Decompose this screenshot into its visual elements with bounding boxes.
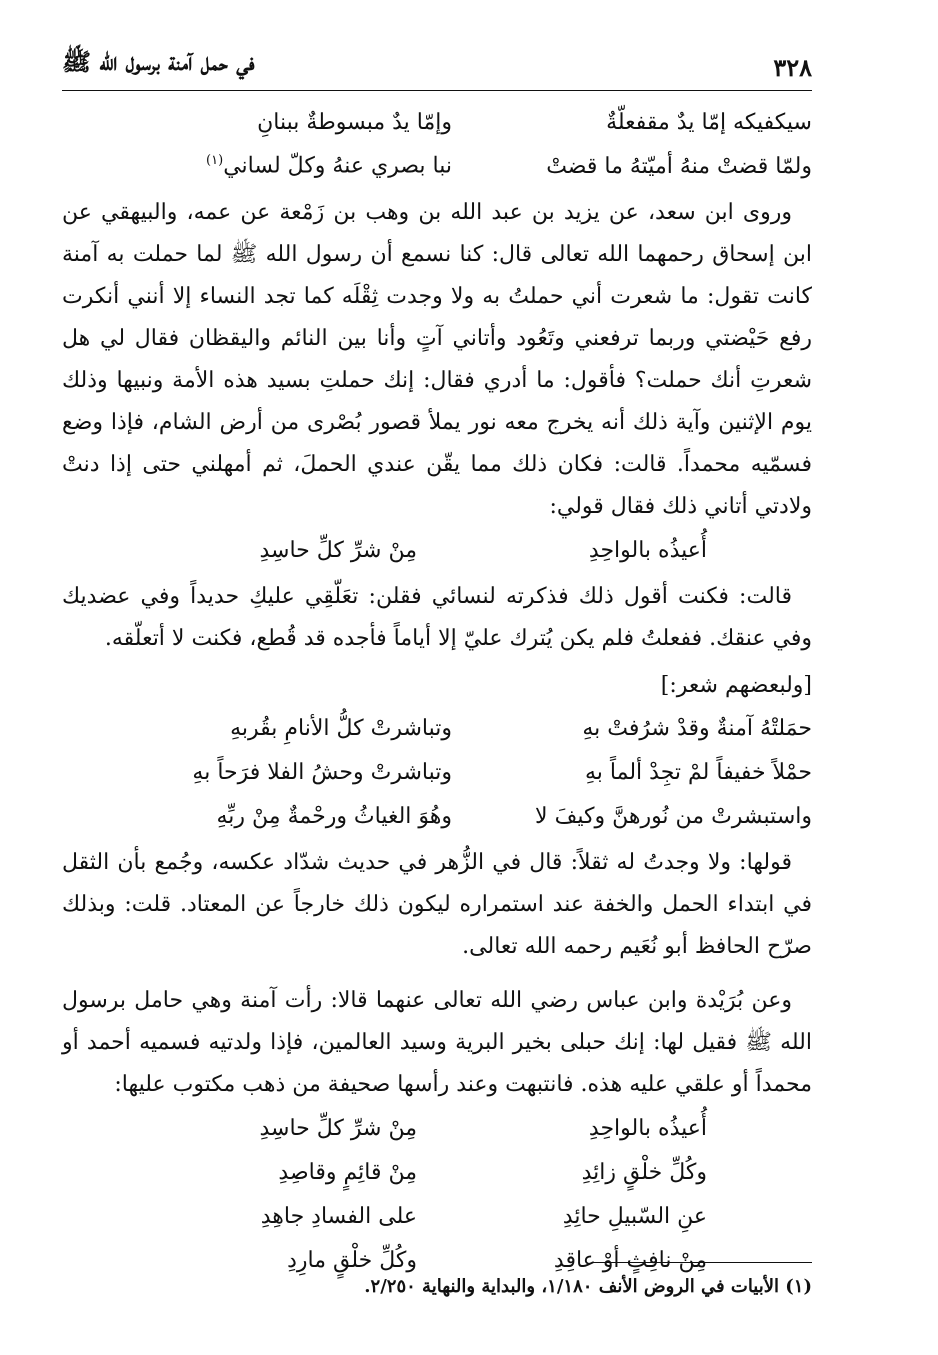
- footnote: (١) الأبيات في الروض الأنف ١/١٨٠، والبداية والنهاية ٢/٢٥٠.: [364, 1276, 812, 1297]
- verse-hemistich: أُعيذُه بالواحِدِ: [588, 537, 707, 563]
- verse-hemistich: أُعيذُه بالواحِدِ: [588, 1115, 707, 1141]
- verse-hemistich: عنِ السّبيلِ حائِدِ: [562, 1203, 707, 1229]
- verse-hemistich: مِنْ شرِّ كلِّ حاسِدِ: [259, 537, 417, 563]
- verse-hemistich: وتباشرتْ وحشُ الفلا فرَحاً بهِ: [192, 759, 452, 785]
- page-number: ٣٢٨: [773, 53, 812, 82]
- verse-hemistich: وكُلِّ خلْقٍ زائِدِ: [581, 1159, 707, 1185]
- paragraph: قولها: ولا وجدتُ له ثقلاً: قال في الزُّهر في حديث شدّاد عكسه، وجُمع بأن الثقل في ابتداء الحمل والخفة عند استمراره ليكون ذلك خارجاً عن المعتاد. قلت: وبذلك صرّح الحافظ أبو نُعَيم رحمه الله تعالى.: [62, 850, 812, 959]
- verse-line: [62, 750, 812, 794]
- verse-hemistich: وإمّا يدٌ مبسوطةٌ ببنانِ: [257, 109, 452, 135]
- verse-hemistich: على الفسادِ جاهِدِ: [260, 1203, 417, 1229]
- verse-hemistich: وكُلِّ خلْقٍ مارِدِ: [287, 1247, 417, 1273]
- verse-hemistich: ولمّا قضتْ منهُ أميّتهُ ما قضتْ: [546, 153, 812, 179]
- verse-hemistich: حمَلتْهُ آمنةٌ وقدْ شرُفتْ بهِ: [582, 715, 812, 741]
- verse-line: [62, 528, 812, 572]
- verse-hemistich: واستبشرتْ من نُورهنَّ وكيفَ لا: [535, 803, 812, 829]
- poem-label: [ولبعضهم شعر:]: [660, 673, 812, 698]
- verse-line: [62, 1106, 812, 1150]
- page-header: [62, 40, 812, 88]
- verse-hemistich: مِنْ شرِّ كلِّ حاسِدِ: [259, 1115, 417, 1141]
- paragraph: قالت: فكنت أقول ذلك فذكرته لنسائي فقلن: تعَلّقِي عليكِ حديداً وفي عضديك وفي عنقك. ففعلتُ فلم يكن يُترك عليّ إلا أياماً فأجده قد قُطع، فكنت لا أتعلّقه.: [62, 584, 812, 651]
- footnote-marker: (١): [206, 153, 224, 169]
- verse-hemistich: وهُوَ الغياثُ ورحْمةٌ مِنْ ربِّهِ: [216, 803, 452, 829]
- verse-line: [62, 144, 812, 188]
- footnote-divider: [592, 1262, 812, 1263]
- paragraph: وروى ابن سعد، عن يزيد بن عبد الله بن وهب بن زَمْعة عن عمه، والبيهقي عن ابن إسحاق رحمهما الله تعالى قال: كنا نسمع أن رسول الله ﷺ لما حملت به آمنة كانت تقول: ما شعرت أني حملتُ به ولا وجدت ثِقْلَه كما تجد النساء إلا أنني أنكرت رفع حَيْضتي وربما ترفعني وتَعُود وأتاني آتٍ وأنا بين النائم واليقظان فقال لي هل شعرتِ أنك حملت؟ فأقول: ما أدري فقال: إنك حملتِ بسيد هذه الأمة ونبيها وذلك يوم الإثنين وآية ذلك أنه يخرج معه نور يملأ قصور بُصْرى من أرض الشام، فإذا وضع فسمّيه محمداً. قالت: فكان ذلك مما يقّن عندي الحملَ، ثم أمهلني حتى إذا دنتْ ولادتي أتاني ذلك فقال قولي:: [62, 200, 812, 519]
- verse-hemistich: مِنْ نافِثٍ أوْ عاقِدِ: [553, 1247, 707, 1273]
- verse-text: نبا بصري عنهُ وكلّ لساني: [223, 153, 452, 179]
- verse-line: [62, 1194, 812, 1238]
- verse-line: [62, 706, 812, 750]
- verse-hemistich: سيكفيكه إمّا يدٌ مقفعلّةٌ: [606, 109, 812, 135]
- header-divider: [62, 90, 812, 91]
- verse-hemistich: [112, 153, 452, 178]
- verse-line: [62, 1150, 812, 1194]
- page-body: [62, 100, 812, 1282]
- verse-hemistich: مِنْ قائِمٍ وقاصِدِ: [278, 1159, 417, 1185]
- paragraph: وعن بُرَيْدة وابن عباس رضي الله تعالى عنهما قالا: رأت آمنة وهي حامل برسول الله ﷺ فقيل لها: إنك حبلى بخير البرية وسيد العالمين، فإذا ولدتيه فسميه أحمد أو محمداً أو علقي عليه هذه. فانتبهت وعند رأسها صحيفة من ذهب مكتوب عليها:: [62, 988, 812, 1097]
- verse-line: [62, 100, 812, 144]
- running-title: في حمل آمنة برسول الله ﷺ: [62, 47, 255, 76]
- verse-line: [62, 794, 812, 838]
- verse-hemistich: وتباشرتْ كلُّ الأنامِ بقُربهِ: [230, 715, 452, 741]
- verse-hemistich: حمْلاً خفيفاً لمْ تجِدْ ألماً بهِ: [585, 759, 812, 785]
